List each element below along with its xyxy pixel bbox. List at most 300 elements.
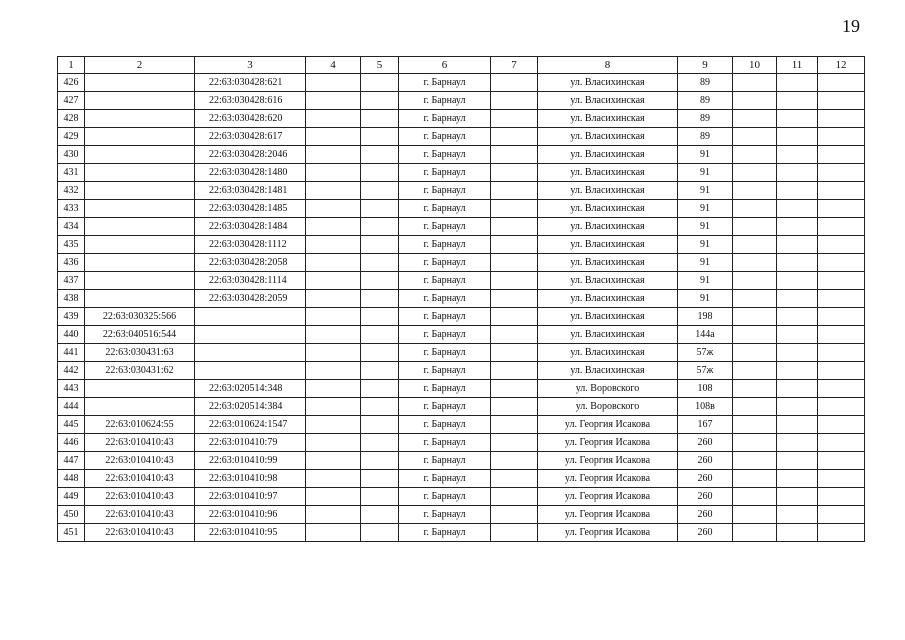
col-4-cell [306,200,361,218]
col-5-cell [361,344,399,362]
row-number-cell: 447 [58,452,85,470]
cadastral-number-land-cell: 22:63:030431:62 [85,362,195,380]
house-number-cell: 108 [678,380,733,398]
col-7-cell [491,524,538,542]
table-body [58,74,865,542]
row-number-cell: 451 [58,524,85,542]
settlement-cell: г. Барнаул [399,308,491,326]
col-10-cell [733,380,777,398]
col-11-cell [777,524,818,542]
col-12-cell [818,254,865,272]
cadastral-number-land-cell: 22:63:010410:43 [85,452,195,470]
row-number-cell: 437 [58,272,85,290]
col-12-cell [818,164,865,182]
house-number-cell: 91 [678,290,733,308]
street-cell: ул. Власихинская [538,254,678,272]
col-12-cell [818,398,865,416]
col-7-cell [491,362,538,380]
row-number-cell: 426 [58,74,85,92]
column-header-1: 1 [58,57,85,74]
street-cell: ул. Власихинская [538,146,678,164]
table-row [58,416,865,434]
col-10-cell [733,92,777,110]
row-number-cell: 429 [58,128,85,146]
col-10-cell [733,272,777,290]
col-4-cell [306,218,361,236]
house-number-cell: 144а [678,326,733,344]
house-number-cell: 89 [678,128,733,146]
cadastral-number-land-cell: 22:63:010410:43 [85,470,195,488]
page-number: 19 [842,16,860,36]
col-5-cell [361,524,399,542]
settlement-cell: г. Барнаул [399,416,491,434]
settlement-cell: г. Барнаул [399,344,491,362]
col-7-cell [491,182,538,200]
col-11-cell [777,470,818,488]
col-12-cell [818,182,865,200]
row-number-cell: 445 [58,416,85,434]
col-4-cell [306,362,361,380]
col-10-cell [733,290,777,308]
street-cell: ул. Георгия Исакова [538,416,678,434]
column-header-11: 11 [777,57,818,74]
col-7-cell [491,146,538,164]
cadastral-number-object-cell: 22:63:030428:1484 [195,218,306,236]
cadastral-number-object-cell [195,362,306,380]
col-4-cell [306,236,361,254]
col-5-cell [361,164,399,182]
table-header [58,57,865,74]
settlement-cell: г. Барнаул [399,272,491,290]
col-7-cell [491,128,538,146]
row-number-cell: 427 [58,92,85,110]
col-10-cell [733,470,777,488]
table-row [58,146,865,164]
column-header-5: 5 [361,57,399,74]
row-number-cell: 444 [58,398,85,416]
column-header-9: 9 [678,57,733,74]
house-number-cell: 260 [678,434,733,452]
col-12-cell [818,524,865,542]
col-7-cell [491,344,538,362]
col-4-cell [306,398,361,416]
col-12-cell [818,506,865,524]
street-cell: ул. Власихинская [538,74,678,92]
table-row [58,128,865,146]
settlement-cell: г. Барнаул [399,164,491,182]
settlement-cell: г. Барнаул [399,146,491,164]
cadastral-number-object-cell: 22:63:010410:96 [195,506,306,524]
column-header-4: 4 [306,57,361,74]
street-cell: ул. Власихинская [538,110,678,128]
col-11-cell [777,200,818,218]
col-4-cell [306,506,361,524]
col-12-cell [818,218,865,236]
house-number-cell: 91 [678,200,733,218]
cadastral-number-object-cell: 22:63:030428:1112 [195,236,306,254]
street-cell: ул. Георгия Исакова [538,452,678,470]
cadastral-number-land-cell [85,92,195,110]
col-5-cell [361,218,399,236]
cadastral-number-object-cell: 22:63:010624:1547 [195,416,306,434]
settlement-cell: г. Барнаул [399,362,491,380]
col-12-cell [818,452,865,470]
col-4-cell [306,290,361,308]
col-4-cell [306,308,361,326]
cadastral-number-land-cell: 22:63:040516:544 [85,326,195,344]
col-7-cell [491,74,538,92]
row-number-cell: 448 [58,470,85,488]
col-12-cell [818,290,865,308]
col-4-cell [306,416,361,434]
col-11-cell [777,452,818,470]
settlement-cell: г. Барнаул [399,434,491,452]
street-cell: ул. Власихинская [538,92,678,110]
col-7-cell [491,488,538,506]
col-10-cell [733,164,777,182]
col-10-cell [733,416,777,434]
house-number-cell: 91 [678,146,733,164]
col-10-cell [733,308,777,326]
col-4-cell [306,146,361,164]
row-number-cell: 428 [58,110,85,128]
col-10-cell [733,110,777,128]
col-4-cell [306,380,361,398]
cadastral-number-object-cell: 22:63:010410:98 [195,470,306,488]
col-4-cell [306,74,361,92]
col-11-cell [777,218,818,236]
cadastral-number-land-cell [85,380,195,398]
col-11-cell [777,290,818,308]
table-row [58,218,865,236]
col-11-cell [777,416,818,434]
house-number-cell: 198 [678,308,733,326]
table-row [58,236,865,254]
col-5-cell [361,146,399,164]
col-4-cell [306,524,361,542]
col-10-cell [733,362,777,380]
cadastral-number-object-cell: 22:63:030428:2046 [195,146,306,164]
column-header-10: 10 [733,57,777,74]
col-11-cell [777,272,818,290]
row-number-cell: 439 [58,308,85,326]
col-11-cell [777,146,818,164]
col-5-cell [361,74,399,92]
col-12-cell [818,488,865,506]
row-number-cell: 440 [58,326,85,344]
house-number-cell: 167 [678,416,733,434]
col-10-cell [733,488,777,506]
table-row [58,74,865,92]
street-cell: ул. Власихинская [538,308,678,326]
col-7-cell [491,308,538,326]
col-4-cell [306,164,361,182]
cadastral-number-land-cell [85,146,195,164]
house-number-cell: 260 [678,506,733,524]
row-number-cell: 435 [58,236,85,254]
house-number-cell: 91 [678,236,733,254]
house-number-cell: 260 [678,524,733,542]
col-5-cell [361,254,399,272]
house-number-cell: 89 [678,110,733,128]
row-number-cell: 443 [58,380,85,398]
col-7-cell [491,110,538,128]
col-10-cell [733,74,777,92]
cadastral-number-object-cell: 22:63:030428:1485 [195,200,306,218]
table-row [58,470,865,488]
settlement-cell: г. Барнаул [399,218,491,236]
col-7-cell [491,272,538,290]
col-12-cell [818,308,865,326]
house-number-cell: 91 [678,182,733,200]
table-row [58,308,865,326]
house-number-cell: 91 [678,254,733,272]
col-7-cell [491,398,538,416]
column-header-2: 2 [85,57,195,74]
row-number-cell: 434 [58,218,85,236]
col-7-cell [491,434,538,452]
col-10-cell [733,182,777,200]
street-cell: ул. Власихинская [538,200,678,218]
col-7-cell [491,380,538,398]
col-12-cell [818,92,865,110]
col-5-cell [361,290,399,308]
row-number-cell: 450 [58,506,85,524]
col-11-cell [777,488,818,506]
col-11-cell [777,254,818,272]
col-5-cell [361,272,399,290]
col-10-cell [733,146,777,164]
col-4-cell [306,272,361,290]
col-11-cell [777,506,818,524]
cadastral-number-object-cell: 22:63:010410:97 [195,488,306,506]
col-11-cell [777,92,818,110]
col-12-cell [818,146,865,164]
col-4-cell [306,434,361,452]
row-number-cell: 438 [58,290,85,308]
table-row [58,344,865,362]
house-number-cell: 260 [678,452,733,470]
street-cell: ул. Власихинская [538,362,678,380]
street-cell: ул. Власихинская [538,344,678,362]
col-4-cell [306,470,361,488]
col-5-cell [361,128,399,146]
col-10-cell [733,398,777,416]
table-row [58,524,865,542]
house-number-cell: 57ж [678,344,733,362]
col-12-cell [818,236,865,254]
cadastral-number-object-cell: 22:63:030428:1480 [195,164,306,182]
col-10-cell [733,128,777,146]
table-row [58,254,865,272]
street-cell: ул. Власихинская [538,272,678,290]
col-5-cell [361,470,399,488]
col-7-cell [491,452,538,470]
col-12-cell [818,344,865,362]
table-row [58,182,865,200]
settlement-cell: г. Барнаул [399,398,491,416]
col-5-cell [361,506,399,524]
col-4-cell [306,326,361,344]
cadastral-number-land-cell: 22:63:010410:43 [85,434,195,452]
house-number-cell: 89 [678,92,733,110]
cadastral-number-land-cell: 22:63:010410:43 [85,488,195,506]
col-12-cell [818,380,865,398]
col-5-cell [361,398,399,416]
col-12-cell [818,434,865,452]
col-10-cell [733,236,777,254]
col-12-cell [818,200,865,218]
house-number-cell: 89 [678,74,733,92]
row-number-cell: 433 [58,200,85,218]
table-row [58,452,865,470]
settlement-cell: г. Барнаул [399,488,491,506]
table-row [58,380,865,398]
street-cell: ул. Власихинская [538,326,678,344]
col-5-cell [361,236,399,254]
cadastral-number-land-cell: 22:63:030431:63 [85,344,195,362]
table-row [58,398,865,416]
settlement-cell: г. Барнаул [399,74,491,92]
col-7-cell [491,416,538,434]
settlement-cell: г. Барнаул [399,236,491,254]
col-10-cell [733,506,777,524]
column-header-7: 7 [491,57,538,74]
settlement-cell: г. Барнаул [399,110,491,128]
row-number-cell: 446 [58,434,85,452]
col-7-cell [491,164,538,182]
settlement-cell: г. Барнаул [399,200,491,218]
street-cell: ул. Георгия Исакова [538,488,678,506]
cadastral-number-object-cell: 22:63:010410:99 [195,452,306,470]
col-5-cell [361,182,399,200]
settlement-cell: г. Барнаул [399,524,491,542]
cadastral-number-land-cell [85,218,195,236]
col-7-cell [491,326,538,344]
cadastral-number-object-cell: 22:63:010410:95 [195,524,306,542]
header-row [58,57,865,74]
settlement-cell: г. Барнаул [399,254,491,272]
cadastral-number-object-cell [195,344,306,362]
row-number-cell: 449 [58,488,85,506]
settlement-cell: г. Барнаул [399,290,491,308]
col-12-cell [818,416,865,434]
cadastral-number-object-cell: 22:63:030428:620 [195,110,306,128]
street-cell: ул. Георгия Исакова [538,434,678,452]
house-number-cell: 57ж [678,362,733,380]
row-number-cell: 436 [58,254,85,272]
col-11-cell [777,236,818,254]
house-number-cell: 108в [678,398,733,416]
col-12-cell [818,110,865,128]
cadastral-number-land-cell [85,200,195,218]
row-number-cell: 442 [58,362,85,380]
table-row [58,272,865,290]
table-row [58,506,865,524]
settlement-cell: г. Барнаул [399,182,491,200]
settlement-cell: г. Барнаул [399,92,491,110]
table-row [58,434,865,452]
house-number-cell: 91 [678,272,733,290]
row-number-cell: 441 [58,344,85,362]
col-7-cell [491,200,538,218]
col-7-cell [491,290,538,308]
table-row [58,92,865,110]
col-7-cell [491,506,538,524]
cadastral-number-land-cell [85,398,195,416]
col-4-cell [306,344,361,362]
col-5-cell [361,92,399,110]
registry-table [57,56,865,542]
settlement-cell: г. Барнаул [399,326,491,344]
col-7-cell [491,254,538,272]
street-cell: ул. Георгия Исакова [538,524,678,542]
cadastral-number-land-cell: 22:63:010624:55 [85,416,195,434]
street-cell: ул. Власихинская [538,164,678,182]
col-4-cell [306,182,361,200]
col-5-cell [361,434,399,452]
col-5-cell [361,200,399,218]
table-row [58,362,865,380]
street-cell: ул. Власихинская [538,236,678,254]
col-12-cell [818,74,865,92]
street-cell: ул. Власихинская [538,218,678,236]
cadastral-number-land-cell [85,128,195,146]
settlement-cell: г. Барнаул [399,470,491,488]
col-5-cell [361,488,399,506]
col-12-cell [818,470,865,488]
settlement-cell: г. Барнаул [399,128,491,146]
row-number-cell: 431 [58,164,85,182]
street-cell: ул. Власихинская [538,182,678,200]
cadastral-number-object-cell: 22:63:030428:2059 [195,290,306,308]
col-10-cell [733,254,777,272]
house-number-cell: 260 [678,488,733,506]
cadastral-number-land-cell: 22:63:010410:43 [85,524,195,542]
col-10-cell [733,326,777,344]
col-5-cell [361,308,399,326]
cadastral-number-land-cell [85,272,195,290]
col-11-cell [777,326,818,344]
cadastral-number-object-cell [195,326,306,344]
col-10-cell [733,524,777,542]
col-11-cell [777,398,818,416]
col-4-cell [306,128,361,146]
table-row [58,488,865,506]
col-10-cell [733,434,777,452]
col-11-cell [777,308,818,326]
col-10-cell [733,218,777,236]
street-cell: ул. Воровского [538,398,678,416]
column-header-6: 6 [399,57,491,74]
street-cell: ул. Воровского [538,380,678,398]
cadastral-number-land-cell: 22:63:030325:566 [85,308,195,326]
cadastral-number-land-cell: 22:63:010410:43 [85,506,195,524]
col-11-cell [777,164,818,182]
cadastral-number-land-cell [85,290,195,308]
col-11-cell [777,128,818,146]
street-cell: ул. Георгия Исакова [538,470,678,488]
col-11-cell [777,110,818,128]
settlement-cell: г. Барнаул [399,452,491,470]
cadastral-number-land-cell [85,74,195,92]
column-header-8: 8 [538,57,678,74]
row-number-cell: 432 [58,182,85,200]
col-7-cell [491,470,538,488]
col-4-cell [306,110,361,128]
col-4-cell [306,254,361,272]
cadastral-number-object-cell: 22:63:030428:616 [195,92,306,110]
